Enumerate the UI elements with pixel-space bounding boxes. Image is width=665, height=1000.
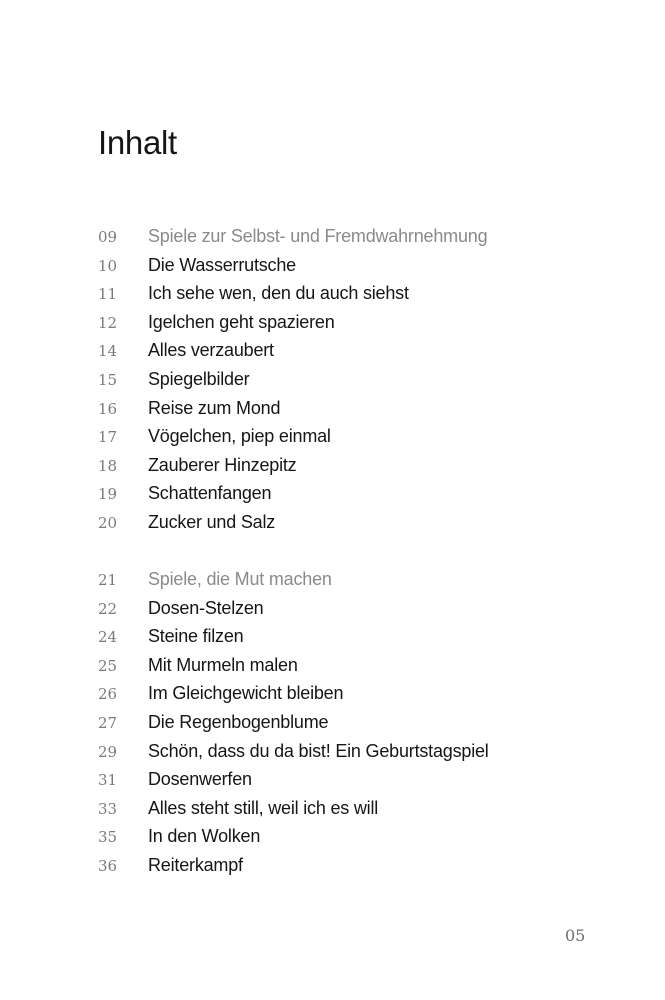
toc-page-number: 09 xyxy=(98,228,118,246)
toc-entry xyxy=(98,737,618,766)
toc-entry-label: Dosen-Stelzen xyxy=(148,597,264,618)
toc-entry xyxy=(98,708,618,737)
toc-entry-label: Zucker und Salz xyxy=(148,511,276,532)
toc-page-number: 33 xyxy=(98,799,118,818)
toc-entry-label: Die Wasserrutsche xyxy=(148,254,296,275)
toc-page-number: 25 xyxy=(98,656,118,675)
toc-entry xyxy=(98,365,618,394)
toc-entry-label: Reise zum Mond xyxy=(148,397,281,418)
toc-entry xyxy=(98,336,618,365)
toc-entry-label: Steine filzen xyxy=(148,626,244,647)
toc-entry xyxy=(98,679,618,708)
toc-page-number: 21 xyxy=(98,571,118,590)
toc-page-number: 35 xyxy=(98,828,118,847)
toc-page-number: 18 xyxy=(98,456,118,475)
toc-entry-label: Reiterkampf xyxy=(148,854,243,875)
toc-entry-label: Schön, dass du da bist! Ein Geburtstagspiel xyxy=(148,740,489,761)
toc-entry xyxy=(98,508,618,537)
toc-entry xyxy=(98,479,618,508)
toc-entry-label: In den Wolken xyxy=(148,826,261,847)
toc-entry xyxy=(98,451,618,480)
toc-page-number: 29 xyxy=(98,742,118,761)
table-of-contents xyxy=(98,222,618,880)
toc-entry-label: Zauberer Hinzepitz xyxy=(148,454,297,475)
toc-heading-label: Spiele zur Selbst- und Fremdwahrnehmung xyxy=(148,226,488,246)
toc-section-heading xyxy=(98,565,618,594)
toc-page-number: 14 xyxy=(98,342,118,361)
toc-entry-label: Spiegelbilder xyxy=(148,368,250,389)
toc-entry-label: Alles steht still, weil ich es will xyxy=(148,797,379,818)
toc-entry xyxy=(98,594,618,623)
toc-entry-label: Igelchen geht spazieren xyxy=(148,311,335,332)
toc-entry xyxy=(98,251,618,280)
toc-entry-label: Mit Murmeln malen xyxy=(148,654,298,675)
toc-page-number: 17 xyxy=(98,428,118,447)
toc-page-number: 36 xyxy=(98,856,118,875)
toc-entry xyxy=(98,851,618,880)
toc-entry xyxy=(98,622,618,651)
toc-page-number: 11 xyxy=(98,285,118,304)
toc-entry xyxy=(98,394,618,423)
toc-page-number: 19 xyxy=(98,485,118,504)
page-number: 05 xyxy=(565,926,586,945)
toc-section-heading xyxy=(98,222,618,251)
toc-heading-label: Spiele, die Mut machen xyxy=(148,569,332,590)
toc-page-number: 31 xyxy=(98,771,118,790)
toc-entry-label: Ich sehe wen, den du auch siehst xyxy=(148,283,409,304)
toc-entry xyxy=(98,822,618,851)
toc-entry-label: Im Gleichgewicht bleiben xyxy=(148,683,344,704)
toc-page-number: 16 xyxy=(98,399,118,418)
toc-entry-label: Alles verzaubert xyxy=(148,340,274,361)
toc-entry xyxy=(98,765,618,794)
toc-entry-label: Vögelchen, piep einmal xyxy=(148,426,331,447)
toc-page-number: 15 xyxy=(98,370,118,389)
toc-entry-label: Die Regenbogenblume xyxy=(148,712,329,732)
toc-section-courage xyxy=(98,565,618,880)
toc-entry-label: Schattenfangen xyxy=(148,483,272,504)
toc-page-number: 12 xyxy=(98,313,118,332)
toc-page-number: 10 xyxy=(98,256,118,275)
toc-page-number: 22 xyxy=(98,599,118,618)
toc-page-number: 27 xyxy=(98,714,118,732)
toc-entry xyxy=(98,422,618,451)
toc-page-number: 24 xyxy=(98,628,118,647)
toc-entry-label: Dosenwerfen xyxy=(148,769,252,790)
toc-entry xyxy=(98,794,618,823)
toc-page-number: 26 xyxy=(98,685,118,704)
toc-entry xyxy=(98,279,618,308)
page-title: Inhalt xyxy=(98,124,177,161)
toc-entry xyxy=(98,308,618,337)
toc-page-number: 20 xyxy=(98,513,118,532)
toc-section-self-perception xyxy=(98,222,618,537)
toc-entry xyxy=(98,651,618,680)
